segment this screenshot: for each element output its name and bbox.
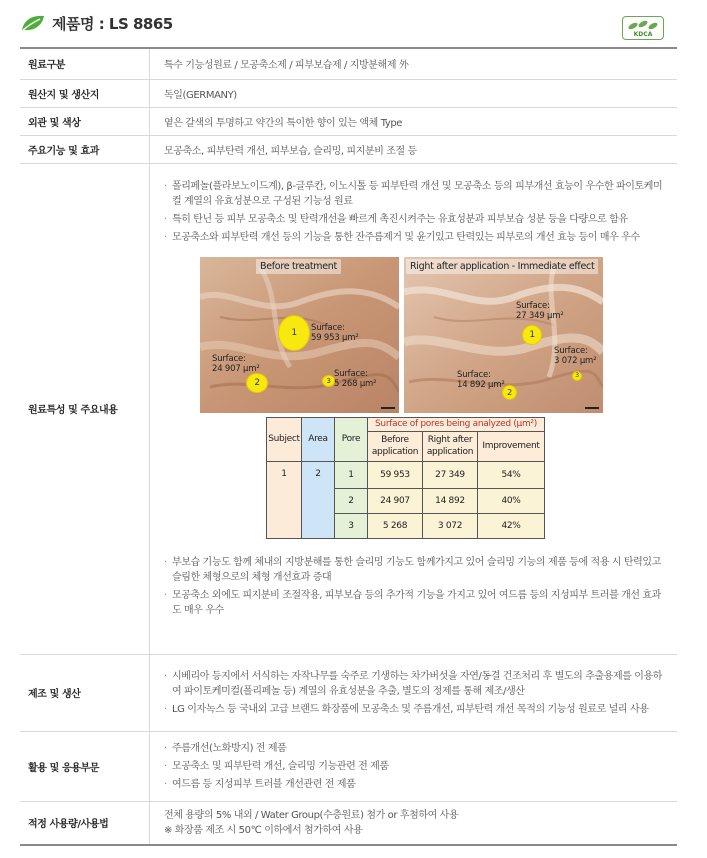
- row-label: 원료구분: [20, 49, 150, 79]
- row-label: 원료특성 및 주요내용: [20, 163, 150, 654]
- row-label: 활용 및 응용부문: [20, 731, 150, 801]
- cell-area: 2: [302, 461, 335, 538]
- kdca-badge-text: KDCA: [633, 31, 653, 38]
- bullet-item: · 모공축소와 피부탄력 개선 등의 기능을 통한 잔주름제거 및 윤기있고 탄력있는 피부로의 개선 효능 등이 매우 우수: [164, 230, 669, 245]
- header-subject: Subject: [267, 417, 302, 461]
- row-label: 외관 및 색상: [20, 107, 150, 135]
- cell-after: 3 072: [423, 513, 478, 538]
- row-value: 모공축소, 피부탄력 개선, 피부보습, 슬리밍, 피지분비 조절 등: [150, 135, 678, 163]
- cell-pore: 2: [335, 488, 368, 513]
- cell-improvement: 42%: [478, 513, 545, 538]
- spec-row: [20, 49, 677, 79]
- manufacture-row: [20, 654, 677, 731]
- pore-label: Surface: 3 072 µm²: [554, 345, 597, 366]
- spec-row: [20, 107, 677, 135]
- spec-table: [20, 49, 677, 846]
- pore-marker: 2: [246, 373, 268, 393]
- usage-content: [150, 801, 678, 845]
- header-surface-group: Surface of pores being analyzed (µm²): [368, 417, 545, 431]
- pore-marker: 1: [522, 325, 542, 345]
- cell-improvement: 54%: [478, 461, 545, 488]
- cell-pore: 1: [335, 461, 368, 488]
- kdca-leaves-icon: [623, 18, 663, 32]
- pore-marker: 1: [278, 315, 310, 351]
- features-bullets-top: [164, 179, 669, 245]
- header-area: Area: [302, 417, 335, 461]
- usage-line: ※ 화장품 제조 시 50℃ 이하에서 첨가하여 사용: [164, 824, 363, 836]
- pore-marker: 2: [502, 385, 517, 400]
- spec-row: [20, 79, 677, 107]
- photo-after: [404, 257, 603, 413]
- row-label: 제조 및 생산: [20, 654, 150, 731]
- cell-after: 27 349: [423, 461, 478, 488]
- bullet-item: · 모공축소 및 피부탄력 개선, 슬리밍 기능관련 전 제품: [164, 759, 677, 774]
- features-row: [20, 163, 677, 654]
- bullet-item: · 여드름 등 지성피부 트러블 개선관련 전 제품: [164, 777, 677, 792]
- kdca-logo: [622, 16, 664, 40]
- bullet-item: · 시베리아 등지에서 서식하는 자작나무를 숙주로 기생하는 차가버섯을 자연/동결 건조처리 후 별도의 추출용제를 이용하여 파이토케미컬(폴리페놀 등) 계열의 유효성분을 추출, 별도의 정제를 통해 제조/생산: [164, 669, 669, 699]
- application-row: [20, 731, 677, 801]
- photo-before: [200, 257, 399, 413]
- bullet-item: · 폴리페놀(플라보노이드계), β-글루칸, 이노시톨 등 피부탄력 개선 및 모공축소 등의 피부개선 효능이 우수한 파이토케미컬 계열의 유효성분으로 구성된 기능성 원료: [164, 179, 669, 209]
- pore-label: Surface: 24 907 µm²: [212, 353, 260, 374]
- cell-after: 14 892: [423, 488, 478, 513]
- page-header: [0, 0, 707, 46]
- row-value: 옅은 갈색의 투명하고 약간의 특이한 향이 있는 액체 Type: [150, 107, 678, 135]
- pore-marker: 3: [322, 375, 335, 387]
- pore-label: Surface: 59 953 µm²: [311, 322, 359, 343]
- bullet-item: · 부보습 기능도 함께 체내의 지방분해를 통한 슬리밍 기능도 함께가지고 있어 슬리밍 기능의 제품 등에 적용 시 탄력있고 슬림한 체형으로의 체형 개선효과 증대: [164, 555, 669, 585]
- application-bullets: [164, 741, 677, 792]
- row-value: 독일(GERMANY): [150, 79, 678, 107]
- cell-before: 59 953: [368, 461, 423, 488]
- spec-row: [20, 135, 677, 163]
- header-after: Right after application: [423, 431, 478, 461]
- table-row: [267, 461, 545, 488]
- header-pore: Pore: [335, 417, 368, 461]
- cell-improvement: 40%: [478, 488, 545, 513]
- scale-bar: [585, 407, 599, 409]
- photo-after-title: Right after application - Immediate effect: [406, 259, 598, 274]
- header-before: Before application: [368, 431, 423, 461]
- features-bullets-bottom: [164, 555, 669, 618]
- manufacture-content: [150, 654, 678, 731]
- cell-pore: 3: [335, 513, 368, 538]
- pore-label: Surface: 5 268 µm²: [334, 368, 377, 389]
- row-label: 주요기능 및 효과: [20, 135, 150, 163]
- pore-label: Surface: 14 892 µm²: [457, 369, 505, 390]
- row-label: 적정 사용량/사용법: [20, 801, 150, 845]
- cell-before: 24 907: [368, 488, 423, 513]
- bullet-item: · 주름개선(노화방지) 전 제품: [164, 741, 677, 756]
- application-content: [150, 731, 678, 801]
- row-value: 특수 기능성원료 / 모공축소제 / 피부보습제 / 지방분해제 外: [150, 49, 678, 79]
- row-label: 원산지 및 생산지: [20, 79, 150, 107]
- usage-line: 전체 용량의 5% 내외 / Water Group(수층원료) 첨가 or 후첨하여 사용: [164, 809, 459, 821]
- product-title: 제품명 : LS 8865: [52, 15, 173, 33]
- scale-bar: [381, 407, 395, 409]
- usage-row: [20, 801, 677, 845]
- cell-before: 5 268: [368, 513, 423, 538]
- before-after-photos: [200, 257, 606, 413]
- bullet-item: · 특히 탄닌 등 피부 모공축소 및 탄력개선을 빠르게 촉진시켜주는 유효성분과 피부보습 성분 등을 다량으로 함유: [164, 212, 669, 227]
- pore-marker: 3: [572, 371, 582, 381]
- cell-subject: 1: [267, 461, 302, 538]
- photo-before-title: Before treatment: [256, 259, 341, 274]
- header-improvement: Improvement: [478, 431, 545, 461]
- bullet-item: · 모공축소 외에도 피지분비 조절작용, 피부보습 등의 추가적 기능을 가지고 있어 여드름 등의 지성피부 트러블 개선 효과도 매우 우수: [164, 588, 669, 618]
- pore-label: Surface: 27 349 µm²: [516, 300, 564, 321]
- pore-data-table: [266, 417, 545, 539]
- bullet-item: · LG 이자녹스 등 국내외 고급 브랜드 화장품에 모공축소 및 주름개선, 피부탄력 개선 목적의 기능성 원료로 널리 사용: [164, 702, 669, 717]
- features-content: [150, 163, 678, 654]
- leaf-icon: [20, 14, 46, 32]
- manufacture-bullets: [164, 669, 669, 717]
